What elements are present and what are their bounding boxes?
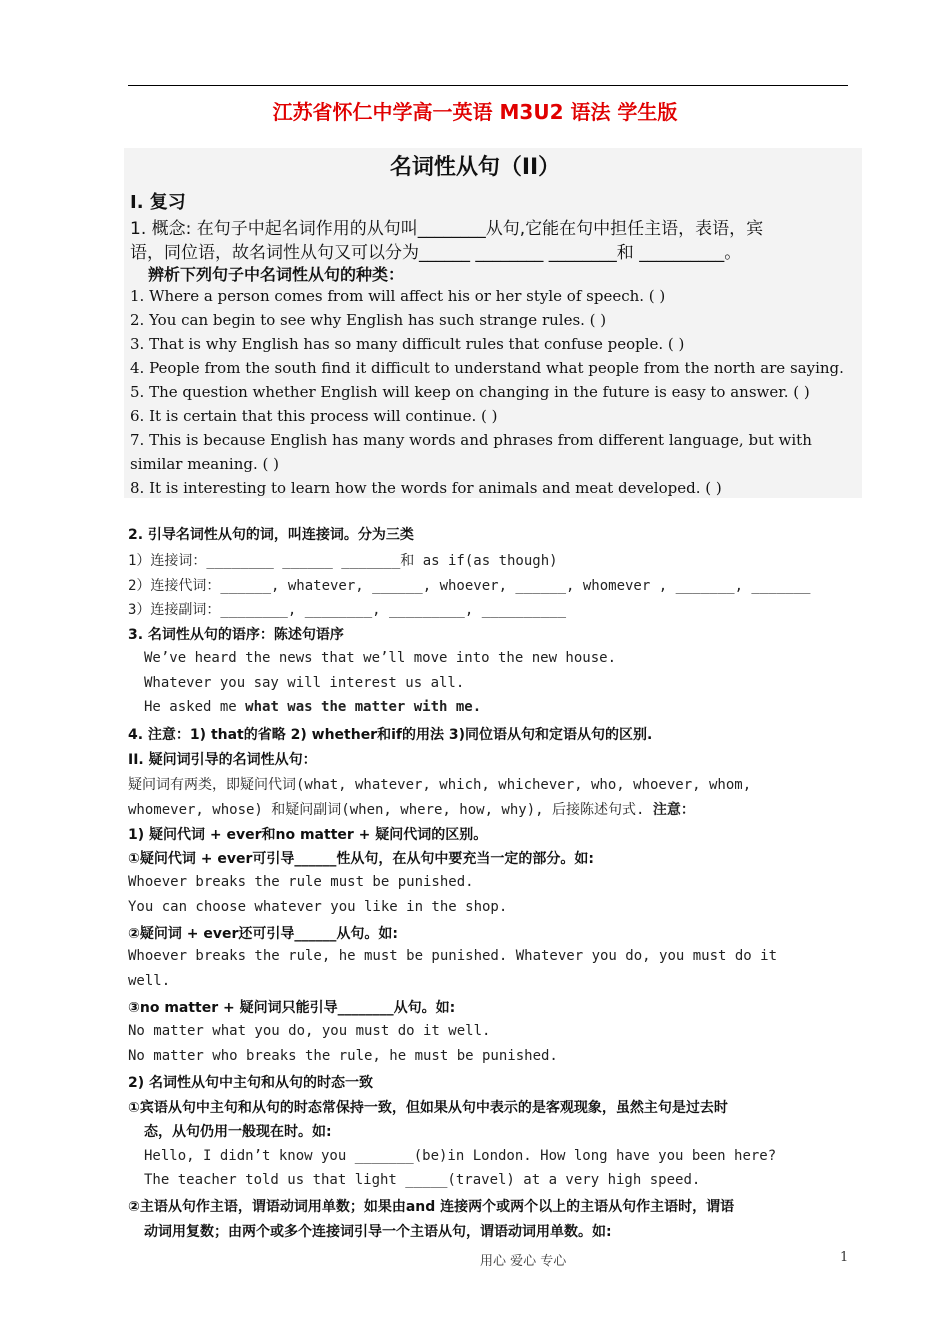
sentence-7-cont: similar meaning. ( ) <box>130 455 279 473</box>
point1c: ③no matter + 疑问词只能引导________从句。如: <box>128 1000 456 1016</box>
example-concessive-1: Whoever breaks the rule, he must be punished. Whatever you do, you must do it <box>128 948 778 964</box>
sentence-7: 7. This is because English has many words and phrases from different language, but with <box>130 431 812 449</box>
point1a: ①疑问代词 + ever可引导______性从句，在从句中要充当一定的部分。如: <box>128 851 594 867</box>
review-heading: I. 复习 <box>130 192 186 213</box>
connectors-line: 1）连接词：________ ______ _______和 as if(as though) <box>128 553 558 569</box>
point2b-line-1: ②主语从句作主语，谓语动词用单数；如果由and 连接两个或两个以上的主语从句作主语时，谓语 <box>128 1199 735 1215</box>
footer-motto: 用心 爱心 专心 <box>480 1254 567 1269</box>
concept-line-1: 1. 概念: 在句子中起名词作用的从句叫________从句,它能在句中担任主语，表语，宾 <box>130 219 764 239</box>
point2a-line-2: 态，从句仍用一般现在时。如: <box>144 1124 332 1140</box>
header-rule <box>128 85 848 86</box>
example-concessive-2: well. <box>128 973 171 989</box>
point2-title: 2) 名词性从句中主句和从句的时态一致 <box>128 1075 374 1091</box>
section-title: 名词性从句（II） <box>389 155 561 180</box>
point2b-line-2: 动词用复数；由两个或多个连接词引导一个主语从句，谓语动词用单数。如: <box>144 1224 612 1240</box>
example-no-matter-2: No matter who breaks the rule, he must be punished. <box>128 1048 558 1064</box>
section3-title: 3. 名词性从句的语序：陈述句语序 <box>128 627 344 643</box>
sentence-4: 4. People from the south find it difficult to understand what people from the north are saying. <box>130 359 844 377</box>
word-order-example-1: We’ve heard the news that we’ll move into the new house. <box>144 650 617 666</box>
word-order-example-3: He asked me what was the matter with me. <box>144 699 482 715</box>
section2-title: 2. 引导名词性从句的词，叫连接词。分为三类 <box>128 527 414 543</box>
sentence-3: 3. That is why English has so many difficult rules that confuse people. ( ) <box>130 335 685 353</box>
document-title: 江苏省怀仁中学高一英语 M3U2 语法 学生版 <box>272 100 678 124</box>
point1-title: 1) 疑问代词 + ever和no matter + 疑问代词的区别。 <box>128 827 488 843</box>
section4-title: 4. 注意：1) that的省略 2) whether和if的用法 3)同位语从句和定语从句的区别. <box>128 727 653 743</box>
pronouns-line: 2）连接代词：______, whatever, ______, whoever, ______, whomever , _______, _______ <box>128 578 811 594</box>
page-number: 1 <box>840 1250 849 1265</box>
intro-line-1: 疑问词有两类，即疑问代词(what, whatever, which, whichever, who, whoever, whom, <box>128 777 752 793</box>
sentence-5: 5. The question whether English will keep on changing in the future is easy to answer. ( ) <box>130 383 810 401</box>
example-tense-1: Hello, I didn’t know you _______(be)in London. How long have you been here? <box>144 1148 777 1164</box>
word-order-example-2: Whatever you say will interest us all. <box>144 675 465 691</box>
example-tense-2: The teacher told us that light _____(travel) at a very high speed. <box>144 1172 701 1188</box>
example-no-matter-1: No matter what you do, you must do it well. <box>128 1023 491 1039</box>
identify-heading: 辨析下列句子中名词性从句的种类： <box>148 265 405 284</box>
point1b: ②疑问词 + ever还可引导______从句。如: <box>128 926 398 942</box>
intro-line-2: whomever, whose) 和疑问副词(when, where, how, why), 后接陈述句式. 注意： <box>128 802 695 818</box>
point2a-line-1: ①宾语从句中主句和从句的时态常保持一致，但如果从句中表示的是客观现象，虽然主句是过去时 <box>128 1100 728 1116</box>
example-whatever: You can choose whatever you like in the shop. <box>128 899 508 915</box>
sentence-8: 8. It is interesting to learn how the words for animals and meat developed. ( ) <box>130 479 722 497</box>
example-whoever: Whoever breaks the rule must be punished. <box>128 874 474 890</box>
sentence-1: 1. Where a person comes from will affect his or her style of speech. ( ) <box>130 287 666 305</box>
sentence-6: 6. It is certain that this process will continue. ( ) <box>130 407 498 425</box>
concept-line-2: 语，同位语，故名词性从句又可以分为______ ________ ________和 __________。 <box>130 243 742 263</box>
adverbs-line: 3）连接副词：________, ________, _________, __________ <box>128 602 567 618</box>
part2-title: II. 疑问词引导的名词性从句： <box>128 752 317 768</box>
sentence-2: 2. You can begin to see why English has such strange rules. ( ) <box>130 311 607 329</box>
